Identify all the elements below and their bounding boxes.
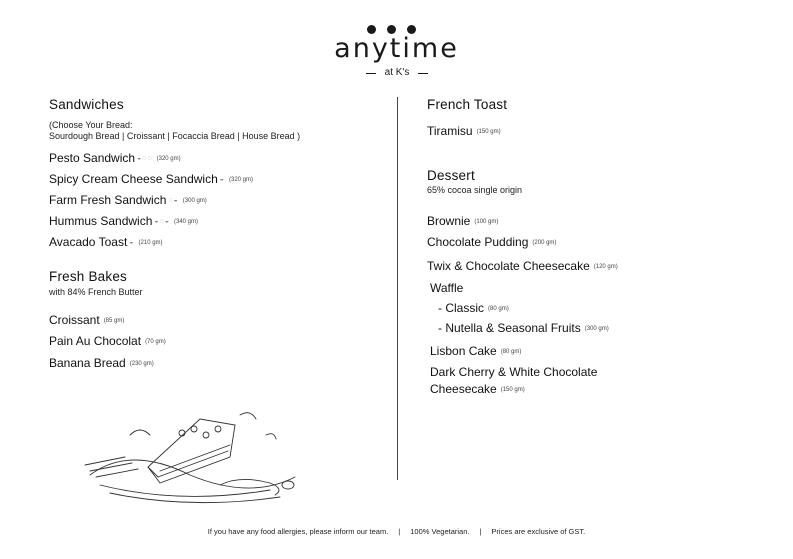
menu-item [427, 235, 556, 249]
menu-item [49, 235, 163, 249]
bread-note-line2: Sourdough Bread | Croissant | Focaccia Bread | House Bread ) [49, 131, 301, 141]
cake-sketch-illustration [70, 405, 310, 505]
column-divider [397, 97, 398, 480]
item-name: Farm Fresh Sandwich [49, 193, 167, 207]
menu-item [430, 344, 521, 358]
footer-gst-note: Prices are exclusive of GST. [491, 527, 586, 536]
footer-veg-note: 100% Vegetarian. [410, 527, 470, 536]
menu-item [430, 365, 597, 379]
menu-item [49, 193, 207, 207]
menu-subitem [438, 321, 609, 335]
menu-item [49, 172, 253, 186]
item-name: Lisbon Cake [430, 344, 497, 358]
section-title-fresh-bakes: Fresh Bakes [49, 269, 127, 284]
item-weight: (320 gm) [156, 155, 181, 162]
item-name: - Classic [438, 301, 485, 315]
menu-item [427, 214, 498, 228]
item-weight: (80 gm) [488, 305, 509, 312]
menu-item-continued [430, 382, 525, 396]
item-weight: (300 gm) [182, 197, 207, 204]
item-weight: (320 gm) [228, 176, 253, 183]
menu-item [427, 259, 618, 273]
item-name: Cheesecake [430, 382, 497, 396]
menu-item [430, 281, 463, 295]
item-weight: (85 gm) [103, 317, 125, 324]
item-name: Twix & Chocolate Cheesecake [427, 259, 590, 273]
menu-item [49, 313, 124, 327]
menu-item [427, 124, 501, 138]
menu-item [49, 151, 181, 165]
bread-icons: ◌◒ [168, 197, 179, 205]
menu-subitem [438, 301, 509, 315]
brand-logo: anytime [334, 33, 459, 64]
menu-item [49, 356, 154, 370]
fresh-bakes-note: with 84% French Butter [49, 287, 143, 297]
dessert-note: 65% cocoa single origin [427, 185, 523, 195]
footer-separator: | [398, 527, 401, 536]
brand-subtitle: at K's [366, 67, 428, 78]
footer [0, 527, 793, 536]
section-title-dessert: Dessert [427, 168, 475, 183]
item-weight: (150 gm) [500, 386, 525, 393]
bread-icons: ◒◌◌ [137, 155, 153, 163]
item-weight: (200 gm) [532, 239, 557, 246]
item-name: Tiramisu [427, 124, 473, 138]
item-weight: (80 gm) [500, 348, 522, 355]
item-weight: (230 gm) [129, 360, 154, 367]
bread-icons: ◒ [219, 176, 225, 184]
item-name: Spicy Cream Cheese Sandwich [49, 172, 218, 186]
menu-item [49, 334, 166, 348]
item-weight: (300 gm) [584, 325, 609, 332]
item-weight: (210 gm) [138, 239, 163, 246]
item-weight: (340 gm) [174, 218, 199, 225]
bread-icons: ◒◌◒ [154, 218, 170, 226]
item-name: Dark Cherry & White Chocolate [430, 365, 598, 379]
item-name: Pesto Sandwich [49, 151, 136, 165]
item-name: Pain Au Chocolat [49, 334, 142, 348]
item-weight: (150 gm) [476, 128, 501, 135]
item-name: Hummus Sandwich [49, 214, 153, 228]
item-weight: (100 gm) [474, 218, 499, 225]
item-name: Croissant [49, 313, 100, 327]
footer-allergy-note: If you have any food allergies, please inform our team. [207, 527, 389, 536]
bread-icons: ◒ [129, 239, 135, 247]
item-name: Waffle [430, 281, 464, 295]
item-name: Brownie [427, 214, 471, 228]
item-name: Banana Bread [49, 356, 126, 370]
item-name: Avacado Toast [49, 235, 128, 249]
menu-item [49, 214, 198, 228]
section-title-sandwiches: Sandwiches [49, 97, 124, 112]
item-name: - Nutella & Seasonal Fruits [438, 321, 581, 335]
item-weight: (120 gm) [593, 263, 618, 270]
section-title-french-toast: French Toast [427, 97, 508, 112]
bread-note-line1: (Choose Your Bread: [49, 120, 133, 130]
item-weight: (70 gm) [145, 338, 166, 345]
footer-separator: | [479, 527, 482, 536]
item-name: Chocolate Pudding [427, 235, 529, 249]
